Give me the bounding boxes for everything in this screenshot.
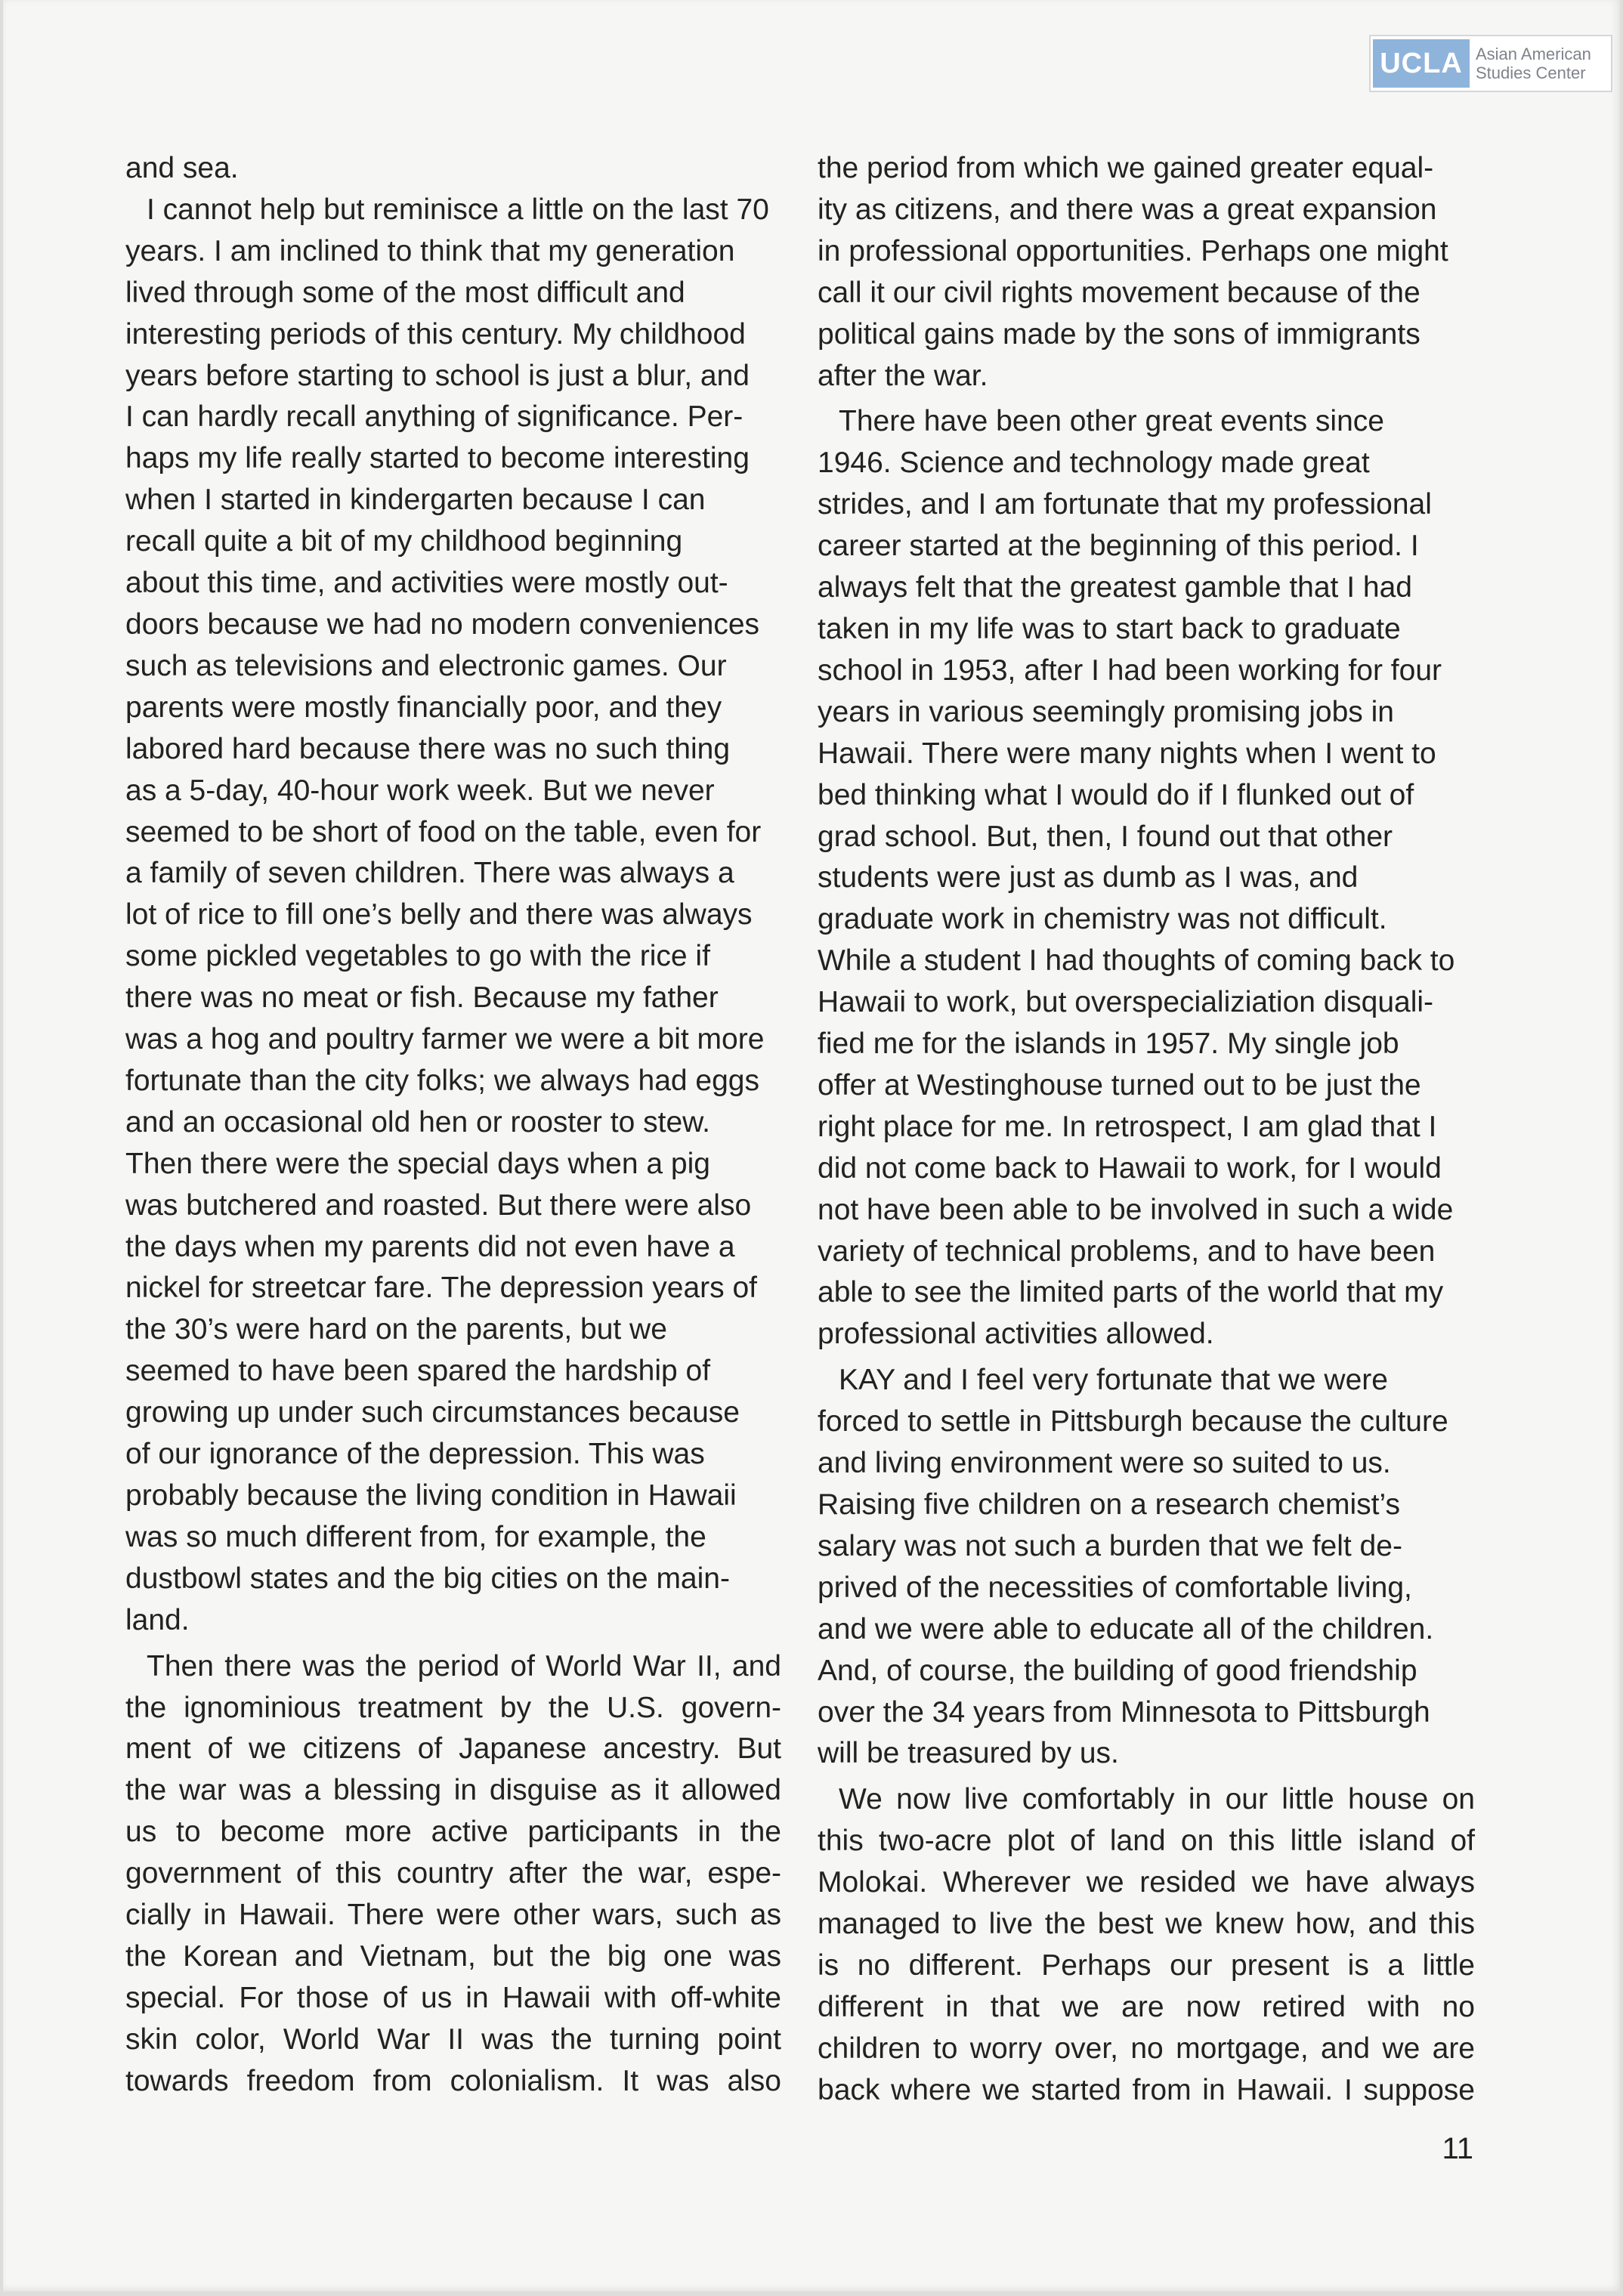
text-line: always felt that the greatest gamble that I had bbox=[818, 571, 1412, 604]
text-line: and we were able to educate all of the children. bbox=[818, 1612, 1434, 1646]
text-line: offer at Westinghouse turned out to be just the bbox=[818, 1068, 1421, 1102]
text-line: as a 5-day, 40-hour work week. But we never bbox=[125, 774, 715, 807]
text-line: and sea. bbox=[125, 152, 239, 184]
text-line: I can hardly recall anything of significance. Per- bbox=[125, 400, 743, 434]
text-line: grad school. But, then, I found out that other bbox=[818, 820, 1393, 853]
text-line: land. bbox=[125, 1603, 190, 1636]
text-line: did not come back to Hawaii to work, for I would bbox=[818, 1151, 1442, 1185]
text-line: children to worry over, no mortgage, and we are bbox=[818, 2032, 1475, 2065]
paragraph bbox=[818, 1779, 1475, 2111]
text-line: managed to live the best we knew how, and this bbox=[818, 1908, 1475, 1941]
text-line: nickel for streetcar fare. The depression years of bbox=[125, 1272, 758, 1305]
text-line: Raising five children on a research chemist’s bbox=[818, 1488, 1400, 1521]
text-line: probably because the living condition in Hawaii bbox=[125, 1479, 737, 1512]
text-line: after the war. bbox=[818, 359, 988, 392]
text-line: is no different. Perhaps our present is a little bbox=[818, 1948, 1475, 1982]
text-line: seemed to be short of food on the table, even for bbox=[125, 815, 762, 848]
left-column bbox=[125, 148, 781, 2103]
text-line: bed thinking what I would do if I flunked out of bbox=[818, 778, 1414, 811]
text-line: the 30’s were hard on the parents, but we bbox=[125, 1313, 667, 1346]
text-line: and an occasional old hen or rooster to stew. bbox=[125, 1105, 710, 1139]
paragraph bbox=[818, 1360, 1475, 1775]
text-line: and living environment were so suited to us. bbox=[818, 1447, 1391, 1480]
text-line: growing up under such circumstances because bbox=[125, 1396, 740, 1429]
page-number: 11 bbox=[1442, 2132, 1473, 2165]
text-line: us to become more active participants in the bbox=[125, 1815, 781, 1849]
text-line: We now live comfortably in our little house on bbox=[839, 1783, 1475, 1816]
paragraph bbox=[818, 148, 1475, 397]
text-line: Hawaii to work, but overspecializiation disquali- bbox=[818, 986, 1434, 1019]
text-line: there was no meat or fish. Because my father bbox=[125, 981, 719, 1015]
text-line: some pickled vegetables to go with the rice if bbox=[125, 940, 710, 973]
ucla-aasc-badge bbox=[1369, 35, 1612, 92]
text-line: over the 34 years from Minnesota to Pittsburgh bbox=[818, 1695, 1430, 1729]
text-line: different in that we are now retired with no bbox=[818, 1990, 1475, 2023]
text-line: was so much different from, for example, the bbox=[125, 1520, 706, 1553]
text-line: haps my life really started to become interesting bbox=[125, 442, 750, 475]
text-line: special. For those of us in Hawaii with off-white bbox=[125, 1981, 781, 2014]
org-name bbox=[1476, 45, 1591, 82]
text-line: career started at the beginning of this period. I bbox=[818, 530, 1419, 563]
text-line: not have been able to be involved in such a wide bbox=[818, 1193, 1454, 1226]
text-line: taken in my life was to start back to graduate bbox=[818, 612, 1401, 645]
paragraph bbox=[125, 1646, 781, 2103]
text-line: school in 1953, after I had been working for four bbox=[818, 654, 1442, 687]
text-line: Hawaii. There were many nights when I went to bbox=[818, 737, 1436, 770]
text-line: of our ignorance of the depression. This was bbox=[125, 1438, 705, 1471]
text-line: doors because we had no modern conveniences bbox=[125, 607, 760, 641]
text-line: dustbowl states and the big cities on the main- bbox=[125, 1562, 730, 1595]
text-line: will be treasured by us. bbox=[818, 1737, 1119, 1770]
text-line: political gains made by the sons of immigrants bbox=[818, 317, 1421, 351]
text-line: skin color, World War II was the turning point bbox=[125, 2023, 781, 2056]
text-line: such as televisions and electronic games. Our bbox=[125, 649, 727, 682]
text-line: There have been other great events since bbox=[839, 405, 1384, 438]
text-line: able to see the limited parts of the world that my bbox=[818, 1276, 1444, 1309]
text-line: ity as citizens, and there was a great expansion bbox=[818, 193, 1437, 226]
text-line: towards freedom from colonialism. It was also bbox=[125, 2064, 781, 2097]
document-page bbox=[3, 0, 1620, 2291]
text-line: students were just as dumb as I was, and bbox=[818, 861, 1359, 895]
text-line: I cannot help but reminisce a little on the last 70 bbox=[147, 193, 769, 226]
text-line: interesting periods of this century. My childhood bbox=[125, 317, 746, 351]
text-line: forced to settle in Pittsburgh because the culture bbox=[818, 1405, 1448, 1438]
text-line: lot of rice to fill one’s belly and there was always bbox=[125, 898, 753, 932]
text-line: professional activities allowed. bbox=[818, 1318, 1214, 1351]
text-line: government of this country after the war, espe- bbox=[125, 1857, 781, 1890]
text-line: a family of seven children. There was always a bbox=[125, 857, 734, 890]
text-line: the war was a blessing in disguise as it allowed bbox=[125, 1774, 781, 1807]
text-line: Molokai. Wherever we resided we have always bbox=[818, 1866, 1475, 1899]
text-line: Then there was the period of World War II, and bbox=[147, 1649, 781, 1683]
text-line: years before starting to school is just a blur, and bbox=[125, 359, 750, 392]
text-line: fied me for the islands in 1957. My single job bbox=[818, 1027, 1399, 1061]
text-line: about this time, and activities were mostly out- bbox=[125, 567, 728, 600]
text-line: back where we started from in Hawaii. I suppose bbox=[818, 2073, 1475, 2106]
text-line: cially in Hawaii. There were other wars, such as bbox=[125, 1899, 781, 1932]
ucla-logo: UCLA bbox=[1373, 39, 1470, 88]
text-line: KAY and I feel very fortunate that we were bbox=[839, 1364, 1388, 1397]
text-line: years. I am inclined to think that my generation bbox=[125, 234, 735, 267]
text-line: recall quite a bit of my childhood beginning bbox=[125, 525, 683, 558]
paragraph bbox=[818, 401, 1475, 1355]
text-line: 1946. Science and technology made great bbox=[818, 447, 1370, 480]
text-line: seemed to have been spared the hardship of bbox=[125, 1355, 711, 1388]
text-line: years in various seemingly promising jobs in bbox=[818, 695, 1394, 728]
text-line: the ignominious treatment by the U.S. govern- bbox=[125, 1691, 781, 1724]
paragraph bbox=[125, 148, 781, 190]
paragraph bbox=[125, 190, 781, 1642]
text-line: And, of course, the building of good friendship bbox=[818, 1654, 1417, 1687]
text-line: While a student I had thoughts of coming back to bbox=[818, 944, 1455, 978]
text-line: the period from which we gained greater equal- bbox=[818, 152, 1434, 184]
text-line: parents were mostly financially poor, and they bbox=[125, 691, 722, 724]
text-line: the days when my parents did not even have a bbox=[125, 1230, 735, 1263]
text-line: was a hog and poultry farmer we were a bit more bbox=[125, 1023, 765, 1056]
text-line: variety of technical problems, and to have been bbox=[818, 1235, 1436, 1268]
text-line: the Korean and Vietnam, but the big one was bbox=[125, 1939, 781, 1973]
text-line: in professional opportunities. Perhaps one might bbox=[818, 234, 1448, 267]
text-line: Then there were the special days when a pig bbox=[125, 1147, 710, 1180]
text-line: prived of the necessities of comfortable living, bbox=[818, 1571, 1412, 1604]
text-line: salary was not such a burden that we felt de- bbox=[818, 1529, 1402, 1562]
text-line: strides, and I am fortunate that my professional bbox=[818, 488, 1432, 521]
text-line: labored hard because there was no such thing bbox=[125, 732, 731, 765]
text-line: call it our civil rights movement because of the bbox=[818, 276, 1421, 309]
org-name-line: Studies Center bbox=[1476, 63, 1586, 82]
text-line: this two-acre plot of land on this little island of bbox=[818, 1825, 1475, 1858]
text-line: ment of we citizens of Japanese ancestry. But bbox=[125, 1732, 781, 1766]
text-line: when I started in kindergarten because I can bbox=[125, 484, 706, 517]
org-name-line: Asian American bbox=[1476, 45, 1591, 63]
text-line: right place for me. In retrospect, I am glad that I bbox=[818, 1110, 1437, 1143]
text-line: fortunate than the city folks; we always had eggs bbox=[125, 1064, 759, 1097]
text-line: graduate work in chemistry was not difficult. bbox=[818, 903, 1387, 936]
text-line: was butchered and roasted. But there were also bbox=[125, 1188, 752, 1222]
text-line: lived through some of the most difficult and bbox=[125, 276, 685, 309]
right-column bbox=[818, 148, 1475, 2112]
